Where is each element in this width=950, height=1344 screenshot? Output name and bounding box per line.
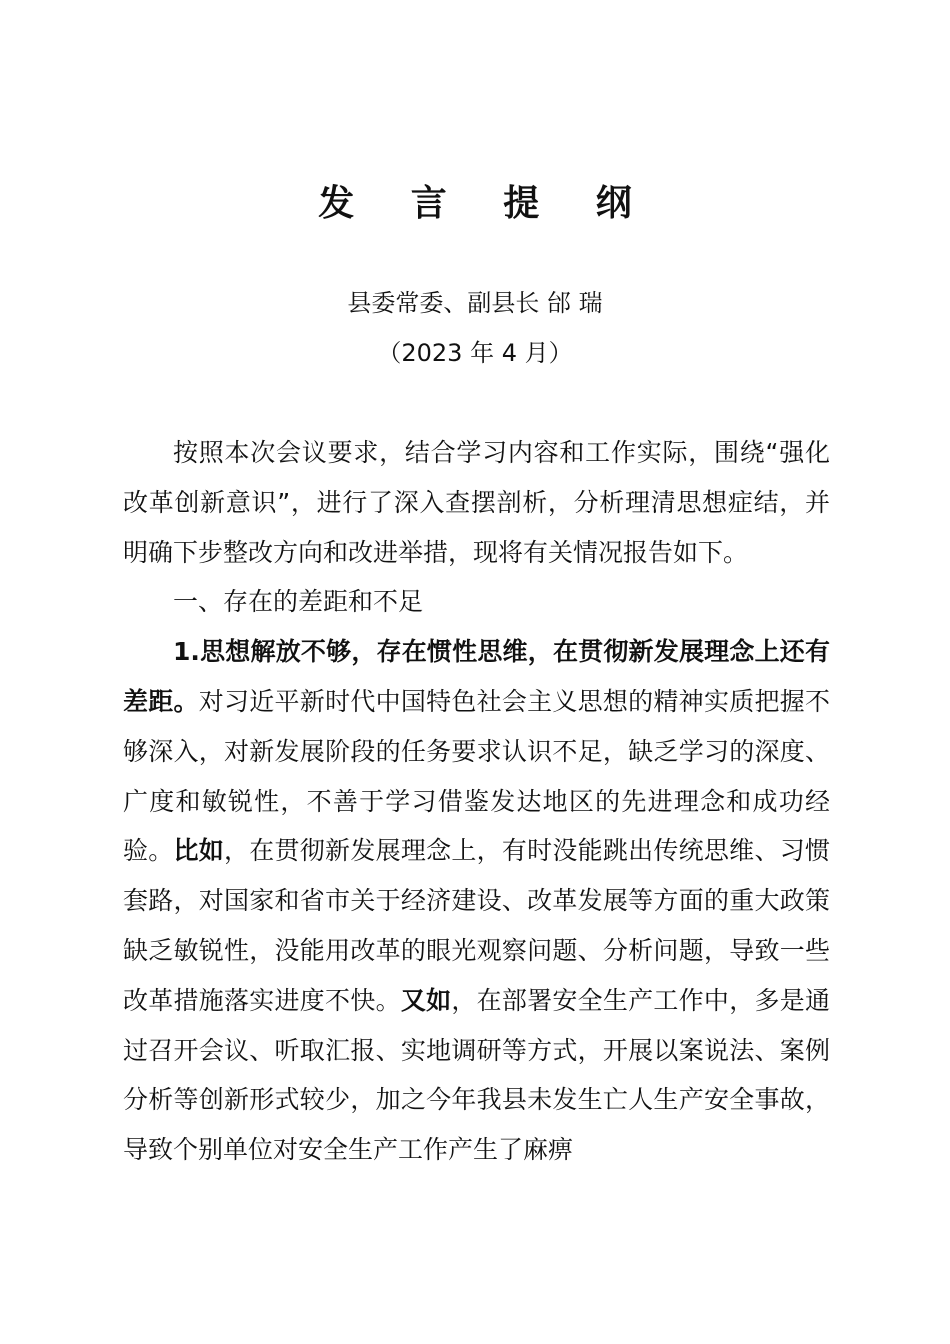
- label-biru: 比如: [173, 836, 225, 866]
- document-author: 县委常委、副县长 邰 瑞: [347, 289, 603, 317]
- point-1-text-1: 对习近平新时代中国特色社会主义思想的精神实质把握不够深入，对新发展阶段的任务要求认识不足，缺乏学习的深度、广度和敏锐性，不善于学习借鉴发达地区的先进理念和成功经验。: [123, 686, 830, 866]
- point-1-heading: 1.思想解放不够，存在惯性思维，在贯彻新发展理念上还有差距。: [123, 637, 830, 716]
- label-youru: 又如: [400, 985, 452, 1015]
- section-heading: 一、存在的差距和不足: [173, 587, 424, 617]
- intro-paragraph: 按照本次会议要求，结合学习内容和工作实际，围绕“强化改革创新意识”，进行了深入查摆剖析，分析理清思想症结，并明确下步整改方向和改进举措，现将有关情况报告如下。: [123, 438, 830, 567]
- point-1-text-3: ，在部署安全生产工作中，多是通过召开会议、听取汇报、实地调研等方式，开展以案说法、案例分析等创新形式较少，加之今年我县未发生亡人生产安全事故，导致个别单位对安全生产工作产生了麻痹: [123, 985, 830, 1165]
- document-date: （2023 年 4 月）: [377, 339, 573, 367]
- point-1-text-2: ，在贯彻新发展理念上，有时没能跳出传统思维、习惯套路，对国家和省市关于经济建设、改革发展等方面的重大政策缺乏敏锐性，没能用改革的眼光观察问题、分析问题，导致一些改革措施落实进度不快。: [123, 836, 830, 1015]
- point-1-paragraph: [123, 627, 830, 1175]
- document-title: 发 言 提 纲: [318, 182, 654, 224]
- document-body: [123, 428, 830, 1175]
